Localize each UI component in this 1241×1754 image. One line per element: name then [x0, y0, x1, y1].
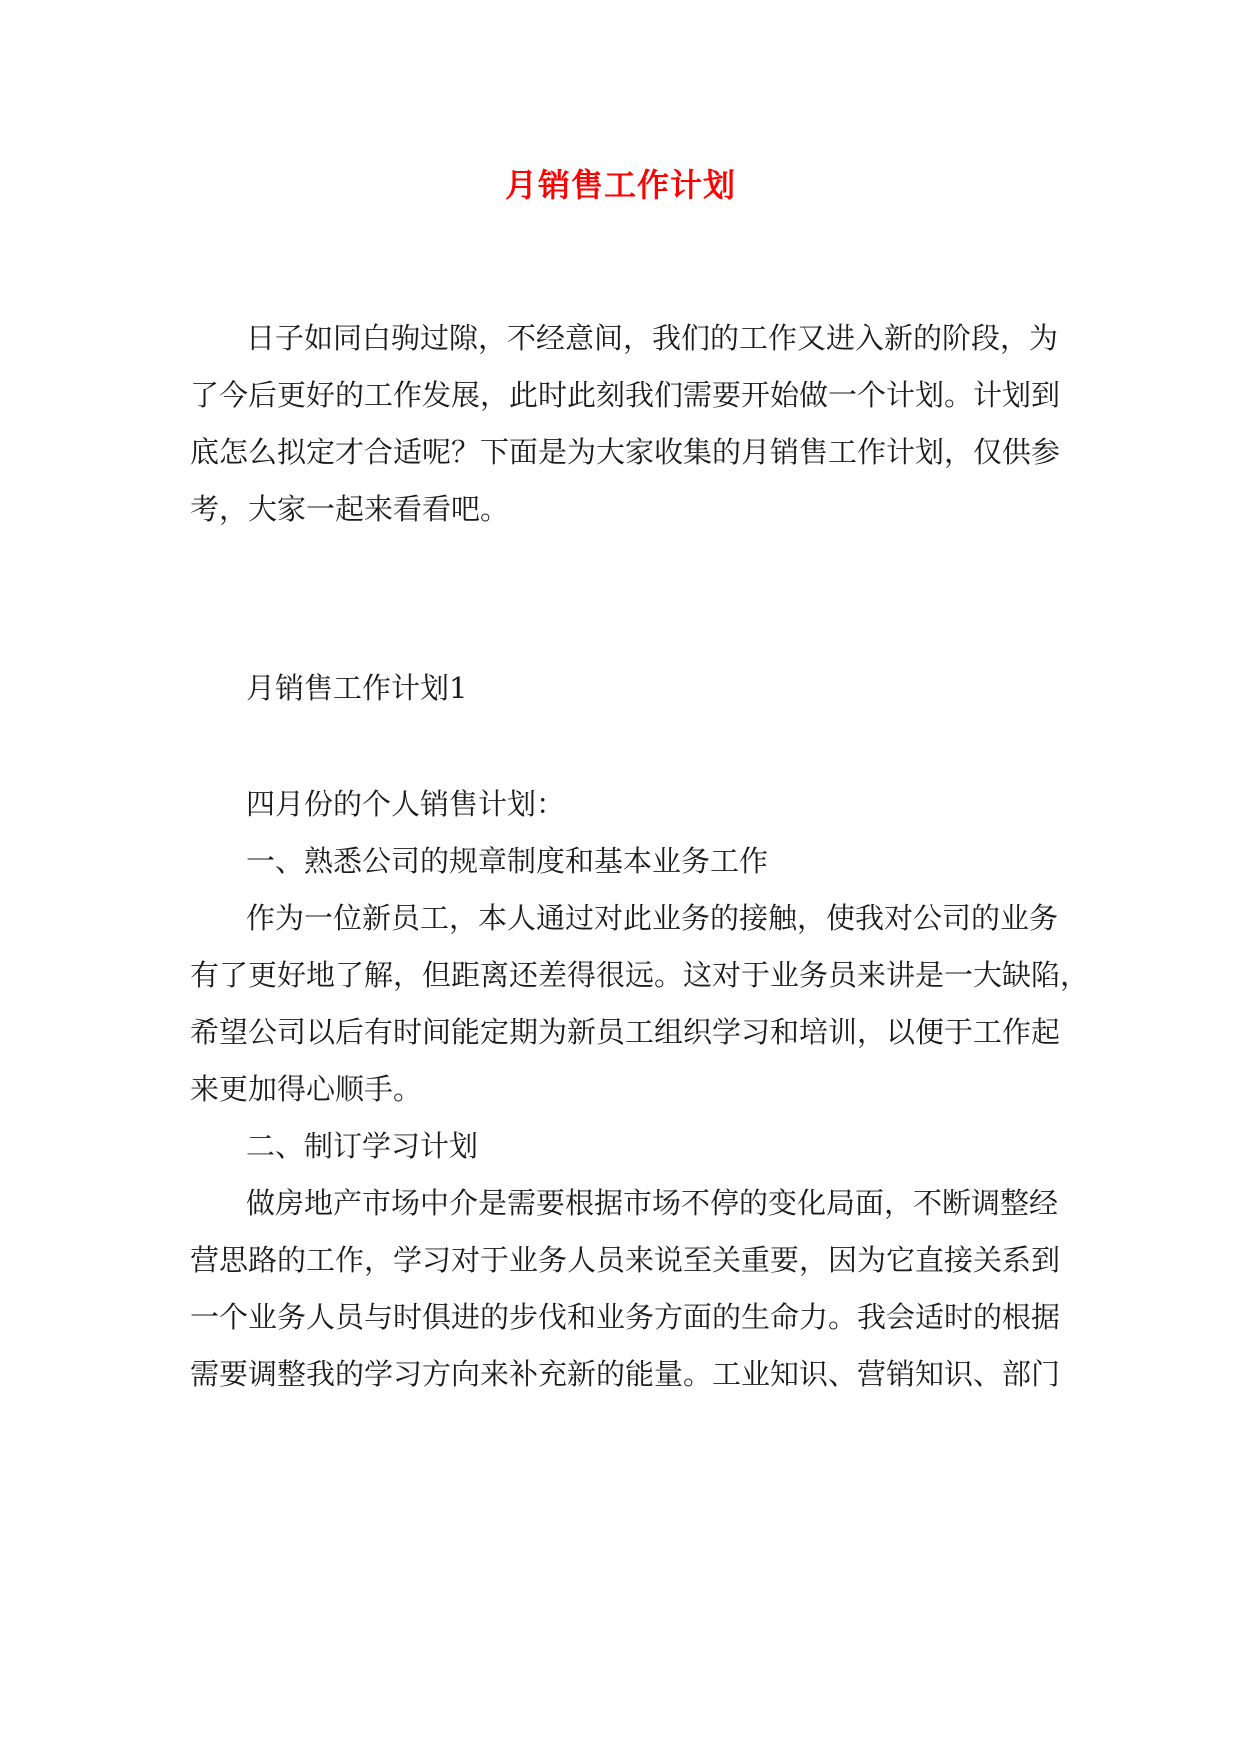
intro-line-3: 底怎么拟定才合适呢？下面是为大家收集的月销售工作计划，仅供参	[190, 435, 1061, 469]
item2-line-2: 营思路的工作，学习对于业务人员来说至关重要，因为它直接关系到	[190, 1243, 1061, 1277]
item2-line-4: 需要调整我的学习方向来补充新的能量。工业知识、营销知识、部门	[190, 1357, 1061, 1391]
intro-line-1: 日子如同白驹过隙，不经意间，我们的工作又进入新的阶段，为	[246, 321, 1059, 355]
intro-line-4: 考，大家一起来看看吧。	[190, 492, 510, 526]
item2-heading: 二、制订学习计划	[246, 1129, 479, 1163]
intro-line-2: 了今后更好的工作发展，此时此刻我们需要开始做一个计划。计划到	[190, 378, 1061, 412]
document-title: 月销售工作计划	[504, 166, 736, 204]
item1-line-1: 作为一位新员工，本人通过对此业务的接触，使我对公司的业务	[246, 901, 1059, 935]
item1-line-2: 有了更好地了解，但距离还差得很远。这对于业务员来讲是一大缺陷，	[190, 958, 1090, 992]
section-heading: 月销售工作计划1	[246, 671, 468, 705]
item1-line-4: 来更加得心顺手。	[190, 1072, 423, 1106]
item1-line-3: 希望公司以后有时间能定期为新员工组织学习和培训，以便于工作起	[190, 1015, 1061, 1049]
subheading: 四月份的个人销售计划：	[246, 787, 566, 821]
item2-line-3: 一个业务人员与时俱进的步伐和业务方面的生命力。我会适时的根据	[190, 1300, 1061, 1334]
item2-line-1: 做房地产市场中介是需要根据市场不停的变化局面，不断调整经	[246, 1186, 1059, 1220]
item1-heading: 一、熟悉公司的规章制度和基本业务工作	[246, 844, 769, 878]
